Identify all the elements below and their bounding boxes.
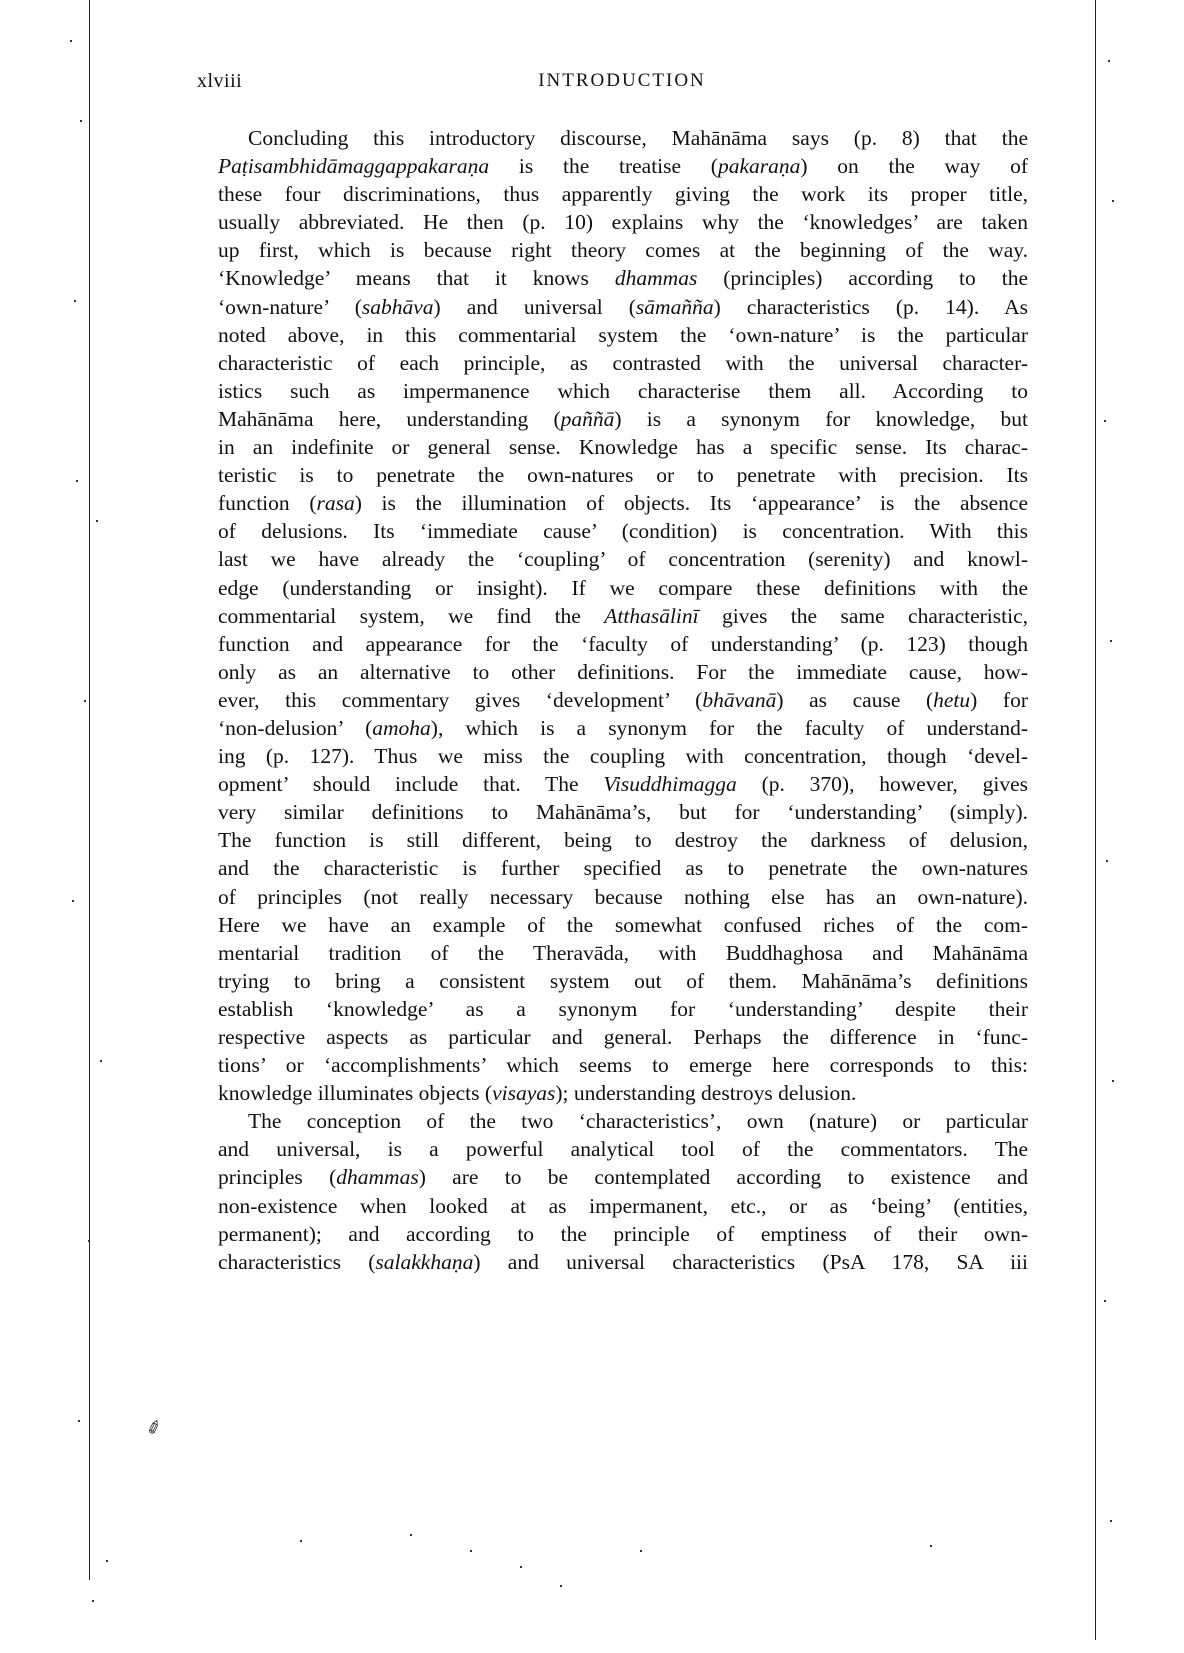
text-run: very similar definitions to Mahānāma’s, but for ‘understanding’ (simply). <box>218 800 1028 825</box>
scan-speckle <box>1110 640 1112 642</box>
text-line <box>218 264 1028 292</box>
text-line <box>218 630 1028 658</box>
italic-term: pakaraṇa <box>717 154 801 179</box>
text-line <box>218 686 1028 714</box>
text-run: and the characteristic is further specified as to penetrate the own-natures <box>218 856 1028 881</box>
page-header <box>197 70 1027 100</box>
text-run: (p. 370), however, gives <box>736 772 1028 797</box>
margin-pencil-mark-icon: ✐ <box>143 1416 165 1441</box>
text-line <box>218 545 1028 573</box>
scan-speckle <box>92 1600 94 1602</box>
italic-term: sāmañña <box>635 294 714 319</box>
text-run: ); understanding destroys delusion. <box>555 1081 857 1106</box>
text-line <box>218 1079 1028 1107</box>
text-line <box>218 405 1028 433</box>
text-run: ) as cause ( <box>776 687 934 712</box>
text-line <box>218 180 1028 208</box>
text-run: noted above, in this commentarial system the ‘own-nature’ is the particular <box>218 322 1028 347</box>
scan-speckle <box>300 1540 302 1542</box>
text-line <box>218 826 1028 854</box>
scan-speckle <box>1110 1520 1112 1522</box>
text-run: ) and universal characteristics (PsA 178, SA iii <box>473 1249 1028 1274</box>
text-line <box>218 1192 1028 1220</box>
text-line <box>218 293 1028 321</box>
text-line <box>218 574 1028 602</box>
text-run: ‘Knowledge’ means that it knows <box>218 266 615 291</box>
scan-speckle <box>520 1566 522 1568</box>
text-line <box>218 995 1028 1023</box>
text-line <box>218 349 1028 377</box>
italic-term: Paṭisambhidāmaggappakaraṇa <box>218 154 490 179</box>
text-line <box>218 770 1028 798</box>
italic-term: sabhāva <box>361 294 434 319</box>
scan-speckle <box>560 1585 562 1587</box>
text-run: edge (understanding or insight). If we compare these definitions with the <box>218 575 1028 600</box>
text-run: ‘own-nature’ ( <box>218 294 362 319</box>
text-run: knowledge illuminates objects ( <box>218 1081 493 1106</box>
text-line <box>218 517 1028 545</box>
text-line <box>218 152 1028 180</box>
scan-speckle <box>80 120 82 122</box>
text-run: of delusions. Its ‘immediate cause’ (condition) is concentration. With this <box>218 519 1028 544</box>
text-line <box>218 939 1028 967</box>
scan-speckle <box>78 1420 80 1422</box>
scan-speckle <box>100 1060 102 1062</box>
text-run: respective aspects as particular and general. Perhaps the difference in ‘func- <box>218 1025 1028 1049</box>
text-run: mentarial tradition of the Theravāda, with Buddhaghosa and Mahānāma <box>218 940 1028 965</box>
scan-edge-right <box>1095 0 1096 1640</box>
text-run: principles ( <box>218 1165 337 1190</box>
text-run: ), which is a synonym for the faculty of understand- <box>430 715 1029 740</box>
text-run: commentarial system, we find the <box>218 603 605 628</box>
text-run: characteristics ( <box>218 1249 376 1274</box>
scan-speckle <box>640 1550 642 1552</box>
scan-speckle <box>930 1545 932 1547</box>
scan-speckle <box>1112 200 1114 202</box>
paragraph <box>218 124 1028 1107</box>
text-run: teristic is to penetrate the own-natures or to penetrate with precision. Its <box>218 463 1028 488</box>
text-line <box>218 911 1028 939</box>
text-run: (principles) according to the <box>697 266 1028 291</box>
italic-term: salakkhaṇa <box>375 1249 474 1274</box>
scan-speckle <box>84 700 86 702</box>
text-run: characteristic of each principle, as contrasted with the universal character- <box>218 350 1028 375</box>
text-run: ever, this commentary gives ‘development’ ( <box>218 687 703 712</box>
text-run: in an indefinite or general sense. Knowledge has a specific sense. Its charac- <box>218 435 1028 460</box>
text-run: ing (p. 127). Thus we miss the coupling with concentration, though ‘devel- <box>218 744 1028 769</box>
running-title: INTRODUCTION <box>538 70 706 91</box>
text-line <box>218 236 1028 264</box>
text-line <box>218 883 1028 911</box>
scan-speckle <box>88 1240 90 1242</box>
scan-speckle <box>106 1560 108 1562</box>
italic-term: bhāvanā <box>702 687 777 712</box>
text-line <box>218 1107 1028 1135</box>
paragraph <box>218 1107 1028 1276</box>
text-line <box>218 1163 1028 1191</box>
italic-term: paññā <box>560 406 615 431</box>
text-line <box>218 1248 1028 1276</box>
text-run: these four discriminations, thus apparently giving the work its proper title, <box>218 182 1028 207</box>
scan-speckle <box>470 1550 472 1552</box>
text-line <box>218 124 1028 152</box>
page-number: xlviii <box>197 70 243 92</box>
text-line <box>218 798 1028 826</box>
scan-speckle <box>72 900 74 902</box>
text-line <box>218 1220 1028 1248</box>
scan-speckle <box>1106 860 1108 862</box>
text-run: usually abbreviated. He then (p. 10) explains why the ‘knowledges’ are taken <box>218 210 1028 235</box>
italic-term: visayas <box>492 1081 556 1106</box>
text-run: function and appearance for the ‘faculty of understanding’ (p. 123) though <box>218 631 1028 656</box>
text-line <box>218 1023 1028 1051</box>
italic-term: dhammas <box>614 266 698 291</box>
text-run: tions’ or ‘accomplishments’ which seems to emerge here corresponds to this: <box>218 1053 1028 1078</box>
text-line <box>218 208 1028 236</box>
text-run: Concluding this introductory discourse, Mahānāma says (p. 8) that the <box>248 126 1028 150</box>
text-line <box>218 854 1028 882</box>
scan-speckle <box>96 520 98 522</box>
text-line <box>218 377 1028 405</box>
scan-speckle <box>410 1534 412 1536</box>
text-run: ) characteristics (p. 14). As <box>713 294 1028 319</box>
text-run: permanent); and according to the principle of emptiness of their own- <box>218 1221 1028 1246</box>
text-run: only as an alternative to other definitions. For the immediate cause, how- <box>218 659 1028 684</box>
italic-term: rasa <box>316 491 355 516</box>
scan-speckle <box>1112 1080 1114 1082</box>
text-run: ) and universal ( <box>433 294 636 319</box>
text-body <box>218 124 1028 1276</box>
text-line <box>218 714 1028 742</box>
text-run: ) is the illumination of objects. Its ‘appearance’ is the absence <box>354 491 1028 516</box>
text-run: function ( <box>218 491 317 516</box>
text-line <box>218 602 1028 630</box>
scan-speckle <box>1104 1300 1106 1302</box>
scan-speckle <box>74 300 76 302</box>
text-run: gives the same characteristic, <box>698 603 1028 628</box>
scan-speckle <box>70 40 72 42</box>
text-run: opment’ should include that. The <box>218 772 604 797</box>
text-run: Mahānāma here, understanding ( <box>218 406 561 431</box>
text-run: trying to bring a consistent system out of them. Mahānāma’s definitions <box>218 968 1028 993</box>
text-line <box>218 1135 1028 1163</box>
text-run: ‘non-delusion’ ( <box>218 715 373 740</box>
italic-term: dhammas <box>336 1165 419 1190</box>
text-line <box>218 742 1028 770</box>
text-run: The function is still different, being to destroy the darkness of delusion, <box>218 828 1028 853</box>
text-run: up first, which is because right theory comes at the beginning of the way. <box>218 238 1028 263</box>
scan-speckle <box>76 480 78 482</box>
text-run: ) for <box>970 687 1028 712</box>
italic-term: hetu <box>933 687 971 712</box>
text-line <box>218 967 1028 995</box>
text-run: Here we have an example of the somewhat confused riches of the com- <box>218 912 1028 937</box>
text-run: istics such as impermanence which characterise them all. According to <box>218 378 1028 403</box>
text-run: ) on the way of <box>800 154 1028 179</box>
text-line <box>218 433 1028 461</box>
text-line <box>218 461 1028 489</box>
scan-speckle <box>1104 420 1106 422</box>
text-run: non-existence when looked at as impermanent, etc., or as ‘being’ (entities, <box>218 1193 1028 1218</box>
text-run: is the treatise ( <box>489 154 718 179</box>
text-line <box>218 321 1028 349</box>
text-run: establish ‘knowledge’ as a synonym for ‘understanding’ despite their <box>218 996 1028 1021</box>
text-line <box>218 489 1028 517</box>
scan-speckle <box>1108 60 1110 62</box>
text-line <box>218 658 1028 686</box>
italic-term: Atthasālinī <box>604 603 699 628</box>
text-run: last we have already the ‘coupling’ of concentration (serenity) and knowl- <box>218 547 1028 572</box>
italic-term: amoha <box>372 715 431 740</box>
text-run: ) are to be contemplated according to existence and <box>418 1165 1028 1190</box>
scan-edge-left <box>89 0 90 1580</box>
text-run: and universal, is a powerful analytical tool of the commentators. The <box>218 1137 1028 1162</box>
text-run: of principles (not really necessary because nothing else has an own-nature). <box>218 884 1028 909</box>
text-run: The conception of the two ‘characteristics’, own (nature) or particular <box>248 1109 1028 1134</box>
text-run: ) is a synonym for knowledge, but <box>614 406 1028 431</box>
text-line <box>218 1051 1028 1079</box>
italic-term: Visuddhimagga <box>603 772 737 797</box>
